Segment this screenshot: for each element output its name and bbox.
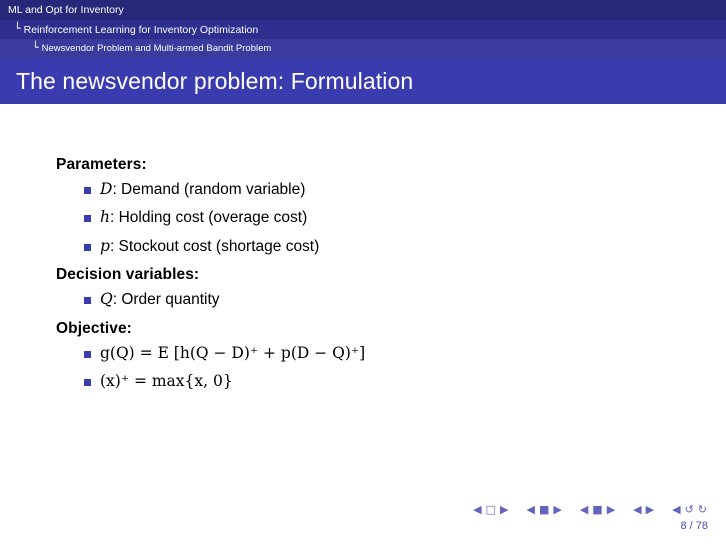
nav-first-slide-icon[interactable]: ◀: [473, 503, 482, 516]
list-item-label: h: Holding cost (overage cost): [100, 208, 308, 227]
section-objective: [56, 320, 686, 392]
bullet-icon: [84, 297, 91, 304]
nav-prev-subsection-icon[interactable]: ◀: [579, 503, 589, 516]
breadcrumb-level-3[interactable]: [0, 39, 726, 58]
breadcrumb-level-3-label: Newsvendor Problem and Multi-armed Bandit Problem: [41, 43, 272, 54]
breadcrumb-level-1-label: ML and Opt for Inventory: [8, 4, 124, 16]
section-decision-variables: [56, 266, 686, 309]
nav-frame-icon[interactable]: ■: [538, 503, 550, 516]
list-item-label: p: Stockout cost (shortage cost): [100, 236, 320, 255]
nav-last-slide-icon[interactable]: ▶: [500, 503, 509, 516]
nav-slide-icon[interactable]: □: [485, 503, 496, 516]
title-bar: [0, 58, 726, 104]
nav-next-section-icon[interactable]: ▶: [645, 503, 655, 516]
section-parameters: [56, 156, 686, 256]
list-item-label: D: Demand (random variable): [100, 180, 306, 198]
section-item-list: [56, 344, 686, 392]
section-heading: Parameters:: [56, 156, 147, 173]
nav-next-frame-icon[interactable]: ▶: [553, 503, 562, 516]
list-item-label: Q: Order quantity: [100, 290, 220, 309]
list-item: [56, 344, 686, 363]
nav-subsection-icon[interactable]: ■: [592, 503, 603, 516]
slide-content: [0, 104, 726, 401]
tree-branch-icon: └: [32, 41, 39, 54]
nav-next-subsection-icon[interactable]: ▶: [606, 503, 616, 516]
formula-objective: g(Q) = E [h(Q − D)⁺ + p(D − Q)⁺]: [100, 343, 366, 362]
bullet-icon: [84, 244, 91, 251]
section-item-list: [56, 180, 686, 256]
list-item: [56, 180, 686, 199]
nav-prev-section-icon[interactable]: ◀: [633, 503, 642, 516]
breadcrumb-level-1[interactable]: [0, 0, 726, 20]
nav-prev-frame-icon[interactable]: ◀: [526, 503, 535, 516]
breadcrumb-level-2-label: Reinforcement Learning for Inventory Optimization: [23, 23, 259, 36]
section-heading: Decision variables:: [56, 266, 200, 284]
nav-forward-icon[interactable]: ↻: [697, 503, 707, 516]
list-item: [56, 208, 686, 227]
bullet-icon: [84, 187, 91, 194]
bullet-icon: [84, 379, 91, 386]
page-number: 8 / 78: [680, 520, 708, 532]
bullet-icon: [84, 351, 91, 358]
tree-branch-icon: └: [14, 22, 21, 35]
page-title: The newsvendor problem: Formulation: [16, 67, 414, 94]
list-item: [56, 372, 686, 391]
slide-footer: [0, 494, 726, 534]
nav-back-icon[interactable]: ◀: [672, 503, 681, 516]
section-item-list: [56, 290, 686, 309]
list-item: [56, 237, 686, 256]
nav-reload-icon[interactable]: ↺: [684, 503, 694, 516]
bullet-icon: [84, 215, 91, 222]
beamer-nav-controls[interactable]: [472, 503, 708, 516]
section-heading: Objective:: [56, 319, 132, 337]
list-item: [56, 290, 686, 309]
formula-positive-part: (x)⁺ = max{x, 0}: [100, 371, 233, 390]
breadcrumb-level-2[interactable]: [0, 20, 726, 39]
